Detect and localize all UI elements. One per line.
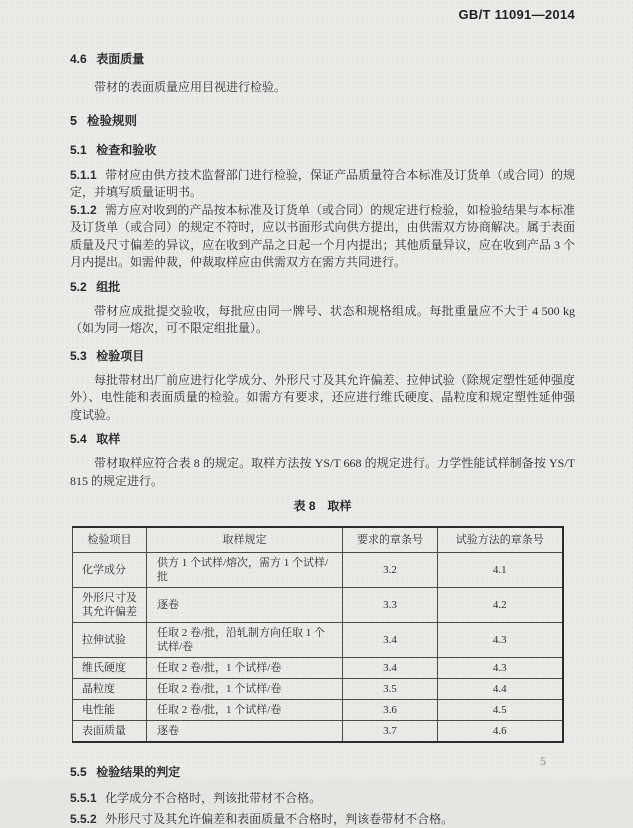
table-cell: 任取 2 卷/批，1 个试样/卷 [147, 679, 343, 700]
clause-number: 5.1.2 [70, 203, 97, 217]
section-title: 检验结果的判定 [96, 765, 180, 779]
table-row [73, 588, 563, 623]
table-cell: 拉伸试验 [73, 623, 147, 658]
table-cell: 逐卷 [147, 721, 343, 743]
section-heading-5-3 [70, 348, 575, 364]
section-title: 组批 [96, 280, 120, 294]
clause-5-1-1 [70, 167, 575, 202]
section-title: 检查和验收 [96, 143, 156, 157]
table-cell: 4.4 [438, 679, 563, 700]
table-cell: 3.4 [343, 658, 438, 679]
section-number: 5.5 [70, 765, 87, 779]
section-heading-5-4 [70, 431, 575, 447]
table-header-cell: 要求的章条号 [343, 527, 438, 553]
section-number: 5.2 [70, 280, 87, 294]
table-cell: 表面质量 [73, 721, 147, 743]
section-number: 4.6 [70, 52, 87, 66]
paragraph-5-3: 每批带材出厂前应进行化学成分、外形尺寸及其允许偏差、拉伸试验（除规定塑性延伸强度外）、电性能和表面质量的检验。如需方有要求，还应进行维氏硬度、晶粒度和规定塑性延伸强度试验。 [70, 372, 575, 425]
table-cell: 外形尺寸及其允许偏差 [73, 588, 147, 623]
table-header-row [73, 527, 563, 553]
table-header-cell: 取样规定 [147, 527, 343, 553]
clause-number: 5.1.1 [70, 168, 97, 182]
table-8-sampling [72, 526, 564, 743]
table-cell: 3.5 [343, 679, 438, 700]
section-title: 检验项目 [96, 349, 144, 363]
table-cell: 3.6 [343, 700, 438, 721]
table-row [73, 623, 563, 658]
table-row [73, 658, 563, 679]
section-number: 5 [70, 114, 77, 128]
table-row [73, 721, 563, 743]
table-cell: 4.2 [438, 588, 563, 623]
table-cell: 4.1 [438, 553, 563, 588]
table-cell: 维氏硬度 [73, 658, 147, 679]
clause-5-1-2 [70, 202, 575, 272]
section-heading-5 [70, 113, 575, 129]
table-8-caption: 表 8 取样 [70, 497, 575, 514]
table-cell: 3.3 [343, 588, 438, 623]
table-cell: 4.3 [438, 623, 563, 658]
section-number: 5.1 [70, 143, 87, 157]
table-cell: 4.6 [438, 721, 563, 743]
table-cell: 4.3 [438, 658, 563, 679]
table-cell: 任取 2 卷/批，1 个试样/卷 [147, 658, 343, 679]
table-cell: 任取 2 卷/批，沿轧制方向任取 1 个试样/卷 [147, 623, 343, 658]
section-title: 取样 [96, 432, 120, 446]
table-row [73, 700, 563, 721]
clause-number: 5.5.2 [70, 812, 97, 826]
table-header-cell: 试验方法的章条号 [438, 527, 563, 553]
table-cell: 3.7 [343, 721, 438, 743]
table-cell: 供方 1 个试样/熔次，需方 1 个试样/批 [147, 553, 343, 588]
section-heading-5-5 [70, 764, 575, 780]
paragraph-5-4: 带材取样应符合表 8 的规定。取样方法按 YS/T 668 的规定进行。力学性能试样制备按 YS/T 815 的规定进行。 [70, 455, 575, 490]
table-header-cell: 检验项目 [73, 527, 147, 553]
standard-number-header: GB/T 11091—2014 [70, 7, 575, 22]
clause-number: 5.5.1 [70, 791, 97, 805]
section-number: 5.3 [70, 349, 87, 363]
section-heading-4-6 [70, 51, 575, 67]
page-number: 5 [540, 754, 546, 769]
table-cell: 3.2 [343, 553, 438, 588]
table-cell: 3.4 [343, 623, 438, 658]
section-title: 表面质量 [96, 52, 144, 66]
section-number: 5.4 [70, 432, 87, 446]
section-heading-5-2 [70, 279, 575, 295]
clause-text: 需方应对收到的产品按本标准及订货单（或合同）的规定进行检验，如检验结果与本标准及订货单（或合同）的规定不符时，应以书面形式向供方提出，由供需双方协商解决。属于表面质量及尺寸偏差的异议，应在收到产品之日起一个月内提出；其他质量异议，应在收到产品 3 个月内提出。如需仲裁，仲裁取样应由供需双方在需方共同进行。 [70, 203, 575, 270]
table-cell: 电性能 [73, 700, 147, 721]
section-title: 检验规则 [87, 114, 137, 128]
table-cell: 逐卷 [147, 588, 343, 623]
table-cell: 任取 2 卷/批，1 个试样/卷 [147, 700, 343, 721]
section-heading-5-1 [70, 142, 575, 158]
paragraph-5-2: 带材应成批提交验收，每批应由同一牌号、状态和规格组成。每批重量应不大于 4 500 kg（如为同一熔次，可不限定组批量）。 [70, 303, 575, 338]
clause-text: 化学成分不合格时，判该批带材不合格。 [105, 791, 321, 805]
table-row [73, 679, 563, 700]
paragraph-4-6: 带材的表面质量应用目视进行检验。 [70, 79, 575, 97]
clause-5-5-2 [70, 811, 575, 828]
table-row [73, 553, 563, 588]
clause-text: 带材应由供方技术监督部门进行检验，保证产品质量符合本标准及订货单（或合同）的规定，并填写质量证明书。 [70, 168, 575, 200]
clause-5-5-1 [70, 790, 575, 808]
table-cell: 4.5 [438, 700, 563, 721]
clause-text: 外形尺寸及其允许偏差和表面质量不合格时，判该卷带材不合格。 [105, 812, 453, 826]
table-cell: 化学成分 [73, 553, 147, 588]
table-cell: 晶粒度 [73, 679, 147, 700]
